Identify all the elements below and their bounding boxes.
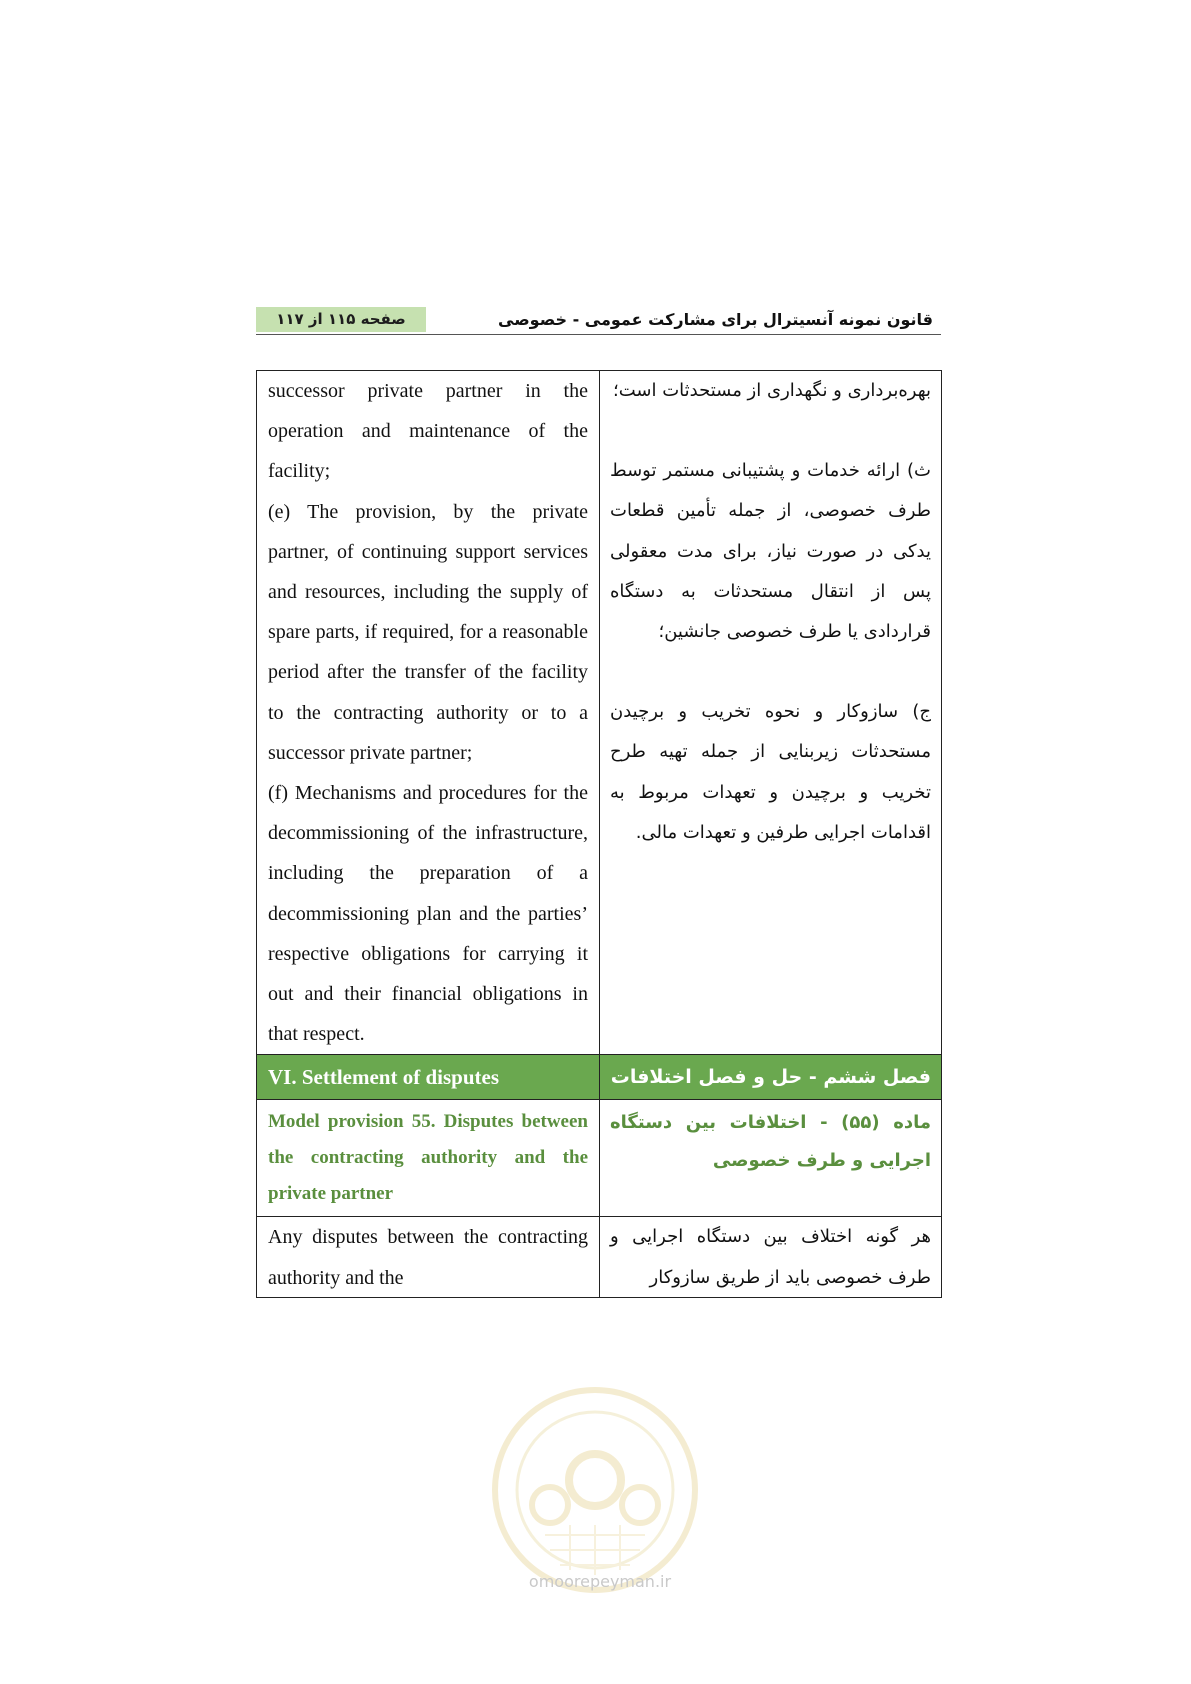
table-row (257, 371, 942, 1055)
persian-cell (600, 371, 942, 1055)
bilingual-table (256, 370, 942, 1298)
english-paragraph-d: successor private partner in the operation and maintenance of the facility; (268, 380, 588, 483)
watermark-logo (490, 1385, 700, 1595)
english-cell: Any disputes between the contracting authority and the (257, 1217, 600, 1298)
persian-paragraph-f: ج) سازوکار و نحوه تخریب و برچیدن مستحدثات زیربنایی از جمله تهیه طرح تخریب و برچیدن و تعهدات مربوط به اقدامات اجرایی طرفین و تعهدات مالی. (610, 701, 931, 843)
section-heading-persian: فصل ششم - حل و فصل اختلافات (600, 1055, 942, 1100)
provision-title-row (257, 1100, 942, 1217)
persian-paragraph-e: ث) ارائه خدمات و پشتیبانی مستمر توسط طرف خصوصی، از جمله تأمین قطعات یدکی در صورت نیاز، برای مدت معقولی پس از انتقال مستحدثات به دستگاه قراردادی یا طرف خصوصی جانشین؛ (610, 460, 931, 643)
section-heading-english: VI. Settlement of disputes (257, 1055, 600, 1100)
document-title: قانون نمونه آنسیترال برای مشارکت عمومی - خصوصی (498, 310, 933, 329)
provision-title-english: Model provision 55. Disputes between the contracting authority and the private partner (257, 1100, 600, 1217)
english-paragraph-f: (f) Mechanisms and procedures for the decommissioning of the infrastructure, including the preparation of a decommissioning plan and the parties’ respective obligations for carrying it out and their financial obligations in that respect. (268, 782, 588, 1046)
provision-title-persian: ماده (۵۵) - اختلافات بین دستگاه اجرایی و طرف خصوصی (600, 1100, 942, 1217)
english-paragraph-e: (e) The provision, by the private partner, of continuing support services and resources, including the supply of spare parts, if required, for a reasonable period after the transfer of the facility to the contracting authority or to a successor private partner; (268, 500, 588, 764)
persian-paragraph-d: بهره‌برداری و نگهداری از مستحدثات است؛ (613, 380, 931, 401)
page-number-badge: صفحه ۱۱۵ از ۱۱۷ (256, 307, 426, 332)
section-heading-row (257, 1055, 942, 1100)
persian-cell: هر گونه اختلاف بین دستگاه اجرایی و طرف خصوصی باید از طریق سازوکار (600, 1217, 942, 1298)
english-cell (257, 371, 600, 1055)
table-row (257, 1217, 942, 1298)
watermark-site: omoorepeyman.ir (528, 1572, 672, 1591)
page-header (256, 306, 941, 335)
